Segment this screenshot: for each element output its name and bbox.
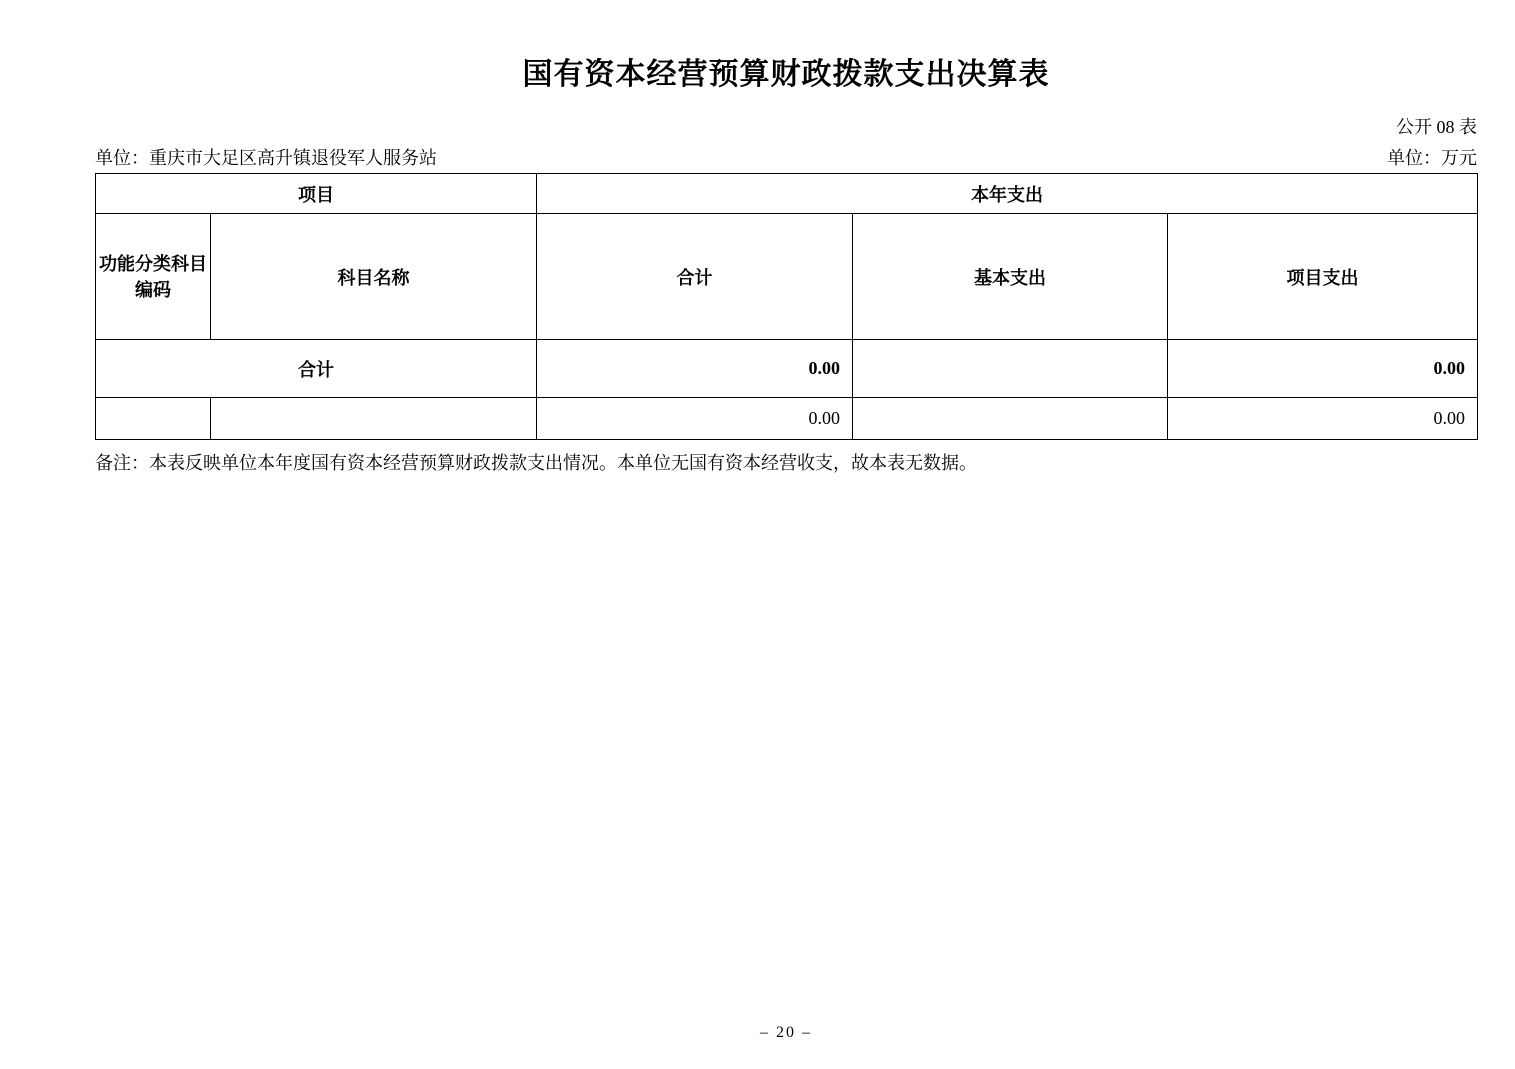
table-row-total <box>96 340 1478 398</box>
header-functional-code-line2: 编码 <box>135 279 171 300</box>
total-row-label: 合计 <box>96 340 537 398</box>
unit-info-row <box>95 146 1477 170</box>
expenditure-table <box>95 173 1478 440</box>
header-group-row <box>96 174 1478 214</box>
table-row-empty <box>96 398 1478 440</box>
header-functional-code <box>96 214 211 340</box>
header-columns-row <box>96 214 1478 340</box>
header-group-project: 项目 <box>96 174 537 214</box>
empty-row-name-cell <box>211 398 537 440</box>
header-total: 合计 <box>537 214 853 340</box>
total-row-project-value: 0.00 <box>1168 340 1478 398</box>
document-content <box>95 0 1477 475</box>
footnote: 备注：本表反映单位本年度国有资本经营预算财政拨款支出情况。本单位无国有资本经营收支，故本表无数据。 <box>95 453 977 473</box>
empty-row-total-value: 0.00 <box>537 398 853 440</box>
header-group-current-year-expenditure: 本年支出 <box>537 174 1478 214</box>
empty-row-project-value: 0.00 <box>1168 398 1478 440</box>
unit-measure: 单位：万元 <box>1387 148 1477 168</box>
empty-row-basic-value <box>853 398 1168 440</box>
header-project-expenditure: 项目支出 <box>1168 214 1478 340</box>
page-number: – 20 – <box>760 1024 812 1041</box>
page-title: 国有资本经营预算财政拨款支出决算表 <box>522 58 1050 91</box>
header-basic-expenditure: 基本支出 <box>853 214 1168 340</box>
header-subject-name: 科目名称 <box>211 214 537 340</box>
total-row-basic-value <box>853 340 1168 398</box>
form-code: 公开 08 表 <box>1396 117 1477 137</box>
unit-name: 单位：重庆市大足区高升镇退役军人服务站 <box>95 148 437 168</box>
empty-row-code-cell <box>96 398 211 440</box>
total-row-total-value: 0.00 <box>537 340 853 398</box>
header-functional-code-line1: 功能分类科目 <box>99 253 207 274</box>
